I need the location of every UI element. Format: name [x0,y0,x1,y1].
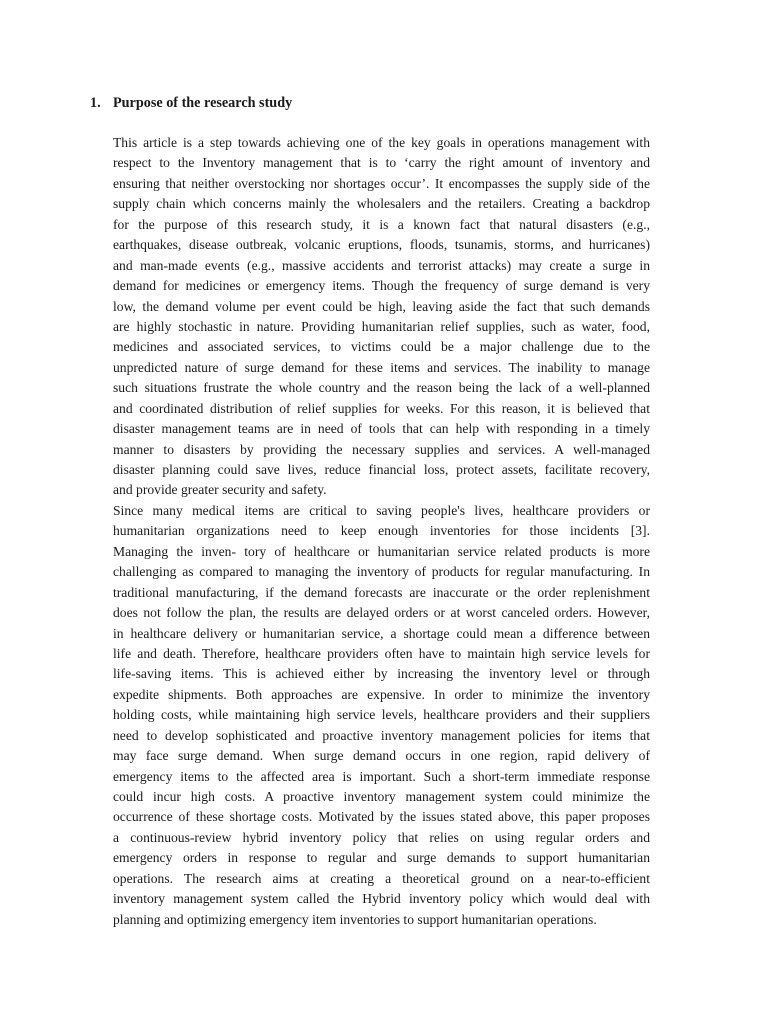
paragraph-line: humanitarian organizations need to keep enough inventories for those incidents [3]. [113,523,650,539]
paragraph-line: for the purpose of this research study, it is a known fact that natural disasters (e.g., [113,216,650,232]
section-title: Purpose of the research study [113,95,293,111]
paragraph-line: emergency items to the affected area is important. Such a short-term immediate response [113,768,650,784]
paragraph-line: supply chain which concerns mainly the wholesalers and the retailers. Creating a backdrop [113,196,650,212]
paragraph-line: This article is a step towards achieving one of the key goals in operations management with [113,135,650,150]
paragraph [113,133,650,501]
paragraph-line: demand for medicines or emergency items. Though the frequency of surge demand is very [113,278,650,294]
paragraph-line: challenging as compared to managing the inventory of products for regular manufacturing. In [113,564,650,580]
paragraph-line: disaster planning could save lives, reduce financial loss, protect assets, facilitate recovery, [113,462,650,477]
paragraph-line: Managing the inven- tory of healthcare or humanitarian service related products is more [113,543,650,559]
paragraph-line: could incur high costs. A proactive inventory management system could minimize the [113,789,650,804]
paragraph-line: manner to disasters by providing the necessary supplies and services. A well-managed [113,441,650,457]
section-number: 1. [90,95,101,111]
paragraph-line: are highly stochastic in nature. Providing humanitarian relief supplies, such as water, food, [113,318,650,334]
paragraph-line: in healthcare delivery or humanitarian service, a shortage could mean a difference between [113,625,650,641]
paragraph-line: emergency orders in response to regular and surge demands to support humanitarian [113,850,650,866]
paragraph-line: expedite shipments. Both approaches are expensive. In order to minimize the inventory [113,686,650,702]
paragraph-line: low, the demand volume per event could be high, leaving aside the fact that such demands [113,298,650,314]
section-heading [90,93,292,113]
paragraph-line: planning and optimizing emergency item inventories to support humanitarian operations. [113,911,597,927]
paragraph-line: earthquakes, disease outbreak, volcanic eruptions, floods, tsunamis, storms, and hurricanes) [113,237,650,253]
paragraph-line: traditional manufacturing, if the demand forecasts are inaccurate or the order replenishment [113,584,650,600]
paragraph-line: and man-made events (e.g., massive accidents and terrorist attacks) may create a surge in [113,257,650,273]
paragraph-line: a continuous-review hybrid inventory policy that relies on using regular orders and [113,829,650,845]
paragraph-line: medicines and associated services, to victims could be a major challenge due to the [113,339,650,355]
paragraph-line: life and death. Therefore, healthcare providers often have to maintain high service levels for [113,645,650,661]
paragraph-line: inventory management system called the Hybrid inventory policy which would deal with [113,891,650,907]
paragraph-line: respect to the Inventory management that is to ‘carry the right amount of inventory and [113,155,650,171]
paragraph-line: and provide greater security and safety. [113,482,327,498]
paragraph-line: disaster management teams are in need of tools that can help with responding in a timely [113,421,650,437]
paragraph-line: does not follow the plan, the results are delayed orders or at worst canceled orders. However, [113,605,650,621]
paragraph-line: ensuring that neither overstocking nor shortages occur’. It encompasses the supply side of the [113,175,650,191]
paragraph-line: holding costs, while maintaining high service levels, healthcare providers and their suppliers [113,707,650,723]
paragraph-line: unpredicted nature of surge demand for these items and services. The inability to manage [113,359,650,375]
paragraph-line: such situations frustrate the whole country and the reason being the lack of a well-planned [113,380,650,396]
paragraph-line: life-saving items. This is achieved either by increasing the inventory level or through [113,666,650,682]
paragraph-line: and coordinated distribution of relief supplies for weeks. For this reason, it is believed that [113,400,650,416]
paragraph-line: occurrence of these shortage costs. Motivated by the issues stated above, this paper proposes [113,809,650,825]
paragraph [113,501,650,930]
paragraph-line: operations. The research aims at creating a theoretical ground on a near-to-efficient [113,870,650,886]
body-text [113,133,650,930]
paragraph-line: need to develop sophisticated and proactive inventory management policies for items that [113,727,650,743]
paragraph-line: Since many medical items are critical to saving people's lives, healthcare providers or [113,502,650,518]
paragraph-line: may face surge demand. When surge demand occurs in one region, rapid delivery of [113,748,650,764]
